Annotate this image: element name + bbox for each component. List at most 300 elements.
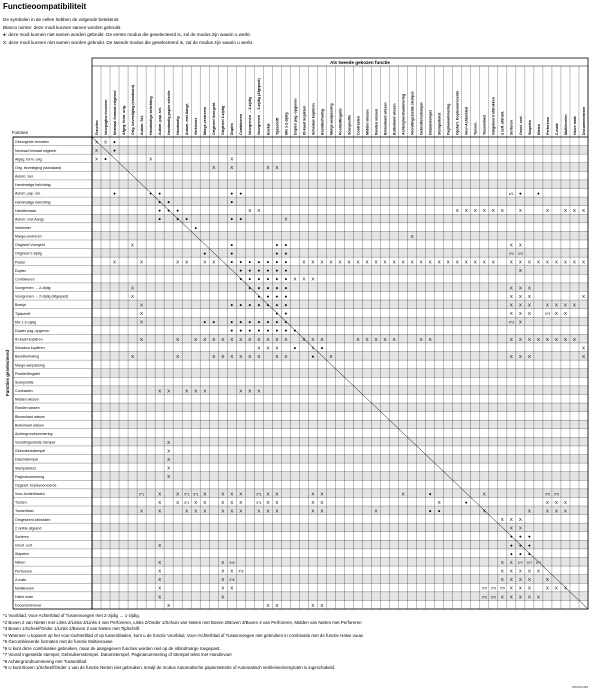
cell-symbol: X [455, 208, 459, 214]
cell-symbol: X [509, 577, 513, 583]
cell-symbol: X [203, 508, 207, 514]
row-shade [92, 283, 588, 292]
cell-symbol: ● [158, 216, 162, 222]
cell-symbol: X [230, 353, 234, 359]
cell-symbol: X [275, 602, 279, 608]
cell-symbol: X [257, 508, 261, 514]
cell-symbol: X [392, 259, 396, 265]
row-header: Pester [15, 260, 26, 265]
cell-symbol: X [554, 499, 558, 505]
footnote: *9 U kunt Boven 1/Scheef/Onder 1 van de functie Nieten niet gebruiken, terwijl de modus Automatische papierselectie of Automatisch verkleinen/vergroten is ingeschakeld. [3, 665, 336, 670]
cell-symbol: X [491, 208, 495, 214]
cell-symbol: ● [275, 311, 279, 317]
cell-symbol: X [527, 302, 531, 308]
cell-symbol: X [284, 353, 288, 359]
cell-symbol: X [509, 568, 513, 574]
cell-symbol: X [527, 259, 531, 265]
row-header: Buitenkant wissen [15, 423, 44, 428]
column-header: Paginanummering [446, 103, 451, 135]
column-header: Nieten [536, 124, 541, 135]
cell-symbol: X*9 [481, 586, 487, 591]
cell-symbol: X [329, 353, 333, 359]
cell-symbol: X [329, 259, 333, 265]
cell-symbol: X [158, 499, 162, 505]
cell-symbol: X*3 [508, 320, 514, 325]
cell-symbol: X [257, 388, 261, 394]
column-header: Voorgrenen → 2-zijdig (Afgepast) [257, 78, 262, 135]
cell-symbol: X [518, 302, 522, 308]
cell-symbol: ● [275, 285, 279, 291]
cell-symbol: X [158, 508, 162, 514]
row-header: Achtergrondnummering [15, 431, 53, 436]
cell-symbol: X [230, 499, 234, 505]
cell-symbol: X [266, 508, 270, 514]
cell-symbol: ● [284, 285, 288, 291]
column-header: Functies [94, 120, 99, 135]
cell-symbol: ● [509, 542, 513, 548]
cell-symbol: X [94, 148, 99, 154]
cell-symbol: X [518, 293, 522, 299]
cell-symbol: ● [275, 319, 279, 325]
cell-symbol: X [275, 165, 279, 171]
cell-symbol: X [554, 302, 558, 308]
row-header: 2 zelfde afgesnd [15, 526, 42, 531]
cell-symbol: X [509, 311, 513, 317]
cell-symbol: X [158, 388, 162, 394]
cell-symbol: ● [284, 319, 288, 325]
cell-symbol: X [248, 208, 252, 214]
cell-symbol: X [320, 491, 324, 497]
column-header: Duplex [230, 123, 235, 135]
cell-symbol: X [545, 508, 549, 514]
cell-symbol: X [509, 353, 513, 359]
cell-symbol: X [527, 568, 531, 574]
cell-symbol: ● [284, 328, 288, 334]
cell-symbol: ● [176, 208, 180, 214]
row-header: Contrasten [15, 389, 33, 394]
cell-symbol: X [527, 293, 531, 299]
cell-symbol: X [410, 259, 414, 265]
cell-symbol: X [455, 259, 459, 265]
cell-symbol: ● [248, 328, 252, 334]
column-header: Combineren [239, 114, 244, 135]
cell-symbol: X [140, 311, 144, 317]
cell-symbol: ● [203, 319, 207, 325]
cell-symbol: X [482, 508, 486, 514]
cell-symbol: ● [275, 242, 279, 248]
cell-symbol: X [203, 259, 207, 265]
cell-symbol: X [203, 336, 207, 342]
footnote: *2 Boven 2 van Nieten met Links 2/Links 3/Links 4 van Perforeren, Links 2/Onder 1/Schuin van Nieten met Boven 2/Boven 3/Boven 4 van Perforeren, Midden van Nieten met Perforeren [3, 619, 362, 625]
cell-symbol: X [257, 345, 261, 351]
cell-symbol: X [509, 525, 513, 531]
row-header: Midden wissen [15, 397, 39, 402]
cell-symbol: X [230, 156, 234, 162]
cell-symbol: X [374, 259, 378, 265]
cell-symbol: ● [239, 216, 243, 222]
cell-symbol: X*6 [238, 569, 244, 574]
cell-symbol: X*1 [139, 492, 145, 497]
row-shade [92, 506, 588, 515]
cell-symbol: X [194, 336, 198, 342]
cell-symbol: X [392, 336, 396, 342]
cell-symbol: X [554, 585, 558, 591]
cell-symbol: X [572, 302, 577, 308]
cell-symbol: X [230, 568, 234, 574]
row-header: Voor-Achterbladen [15, 492, 45, 497]
cell-symbol: X [374, 508, 378, 514]
cell-symbol: X [212, 353, 216, 359]
row-shade [92, 352, 588, 361]
row-header: Perforeren [15, 569, 32, 574]
cell-symbol: ● [518, 190, 522, 196]
row-shade [92, 540, 588, 549]
cell-symbol: ● [275, 302, 279, 308]
top-header-label: Als tweede gekozen functie [330, 60, 390, 65]
cell-symbol: X [509, 594, 513, 600]
column-header: Documentmener [581, 106, 586, 135]
column-header: Autom. Sel. [140, 115, 144, 135]
cell-symbol: ● [437, 508, 441, 514]
cell-symbol: X [176, 499, 180, 505]
row-header: Randen wissen [15, 406, 40, 411]
cell-symbol: X [464, 208, 468, 214]
cell-symbol: X*7 [535, 560, 541, 565]
cell-symbol: ● [230, 251, 234, 256]
cell-symbol: ● [203, 251, 207, 256]
column-header: 2 zelf. afdrukt. [500, 110, 505, 135]
column-header: Binnenkant wissen [383, 102, 388, 135]
cell-symbol: X [554, 336, 558, 342]
cell-symbol: X [419, 259, 423, 265]
cell-symbol: ● [239, 319, 243, 325]
cell-symbol: ● [113, 139, 116, 145]
column-header: Tussen. [473, 121, 478, 135]
cell-symbol: X [527, 353, 531, 359]
row-header: Groot. sort. [15, 543, 33, 548]
column-header: Contrasten [356, 116, 361, 135]
cell-symbol: ● [266, 268, 270, 274]
cell-symbol: X [239, 499, 243, 505]
cell-symbol: X [527, 285, 531, 291]
cell-symbol: ● [230, 216, 234, 222]
cell-symbol: X [410, 233, 414, 239]
cell-symbol: X [311, 276, 315, 282]
column-header: Autom. met Aangr. [185, 103, 190, 135]
row-header: Stempeltekst [15, 466, 36, 471]
cell-symbol: X [518, 285, 522, 291]
cell-symbol: X [527, 311, 531, 317]
legend-line: ●: deze modi kunnen niet samen worden gebruikt. De eerste modus die geselecteerd is, zal de modus zijn waarin u werkt. [3, 32, 251, 38]
cell-symbol: X [185, 508, 189, 514]
cell-symbol: X [293, 276, 297, 282]
cell-symbol: ● [248, 268, 252, 274]
cell-symbol: X [167, 456, 171, 462]
column-header: Handmatige belichting [149, 96, 154, 135]
column-header: Omgekeerd afdrukken [491, 97, 496, 135]
cell-symbol: X [383, 336, 387, 342]
cell-symbol: ● [266, 302, 270, 308]
cell-symbol: X [239, 353, 243, 359]
cell-symbol: X [572, 336, 577, 342]
cell-symbol: ● [158, 208, 162, 214]
cell-symbol: ● [518, 534, 522, 540]
cell-symbol: X [500, 559, 504, 565]
cell-symbol: X [563, 208, 567, 214]
cell-symbol: X [473, 208, 477, 214]
row-header: Multilevelen [15, 586, 34, 591]
row-header: Z-mate [15, 577, 27, 582]
cell-symbol: X [131, 293, 135, 299]
cell-symbol: X [140, 259, 144, 265]
cell-symbol: X [446, 259, 450, 265]
cell-symbol: X [158, 577, 162, 583]
cell-symbol: ● [428, 491, 432, 497]
row-header: Origineel 2-zijdig [15, 251, 42, 256]
cell-symbol: X [230, 336, 234, 342]
cell-symbol: X [158, 594, 162, 600]
row-shade [92, 523, 588, 532]
cell-symbol: X*5 [544, 492, 550, 497]
row-header: Autom. met Aangr. [15, 217, 45, 222]
cell-symbol: X [158, 568, 162, 574]
cell-symbol: ● [257, 293, 261, 299]
cell-symbol: X [320, 602, 324, 608]
column-header: Normaal formaat origineel [112, 90, 117, 135]
cell-symbol: ● [248, 302, 252, 308]
cell-symbol: ● [527, 551, 531, 557]
cell-symbol: ● [293, 345, 297, 351]
cell-symbol: X [581, 353, 586, 359]
cell-symbol: ● [248, 319, 252, 325]
cell-symbol: X [545, 259, 549, 265]
column-header: Voorafingestelde stempel [410, 91, 415, 135]
row-header: Verkleiner [15, 225, 31, 230]
cell-symbol: ● [284, 276, 288, 282]
cell-symbol: X*1 [256, 500, 262, 505]
legend-line: Blanco ruimte: deze modi kunnen samen worden gebruikt. [3, 24, 122, 30]
column-header: Verkleiner [194, 117, 199, 135]
cell-symbol: X [500, 594, 504, 600]
cell-symbol: X [167, 474, 171, 480]
column-header: Achtergrondnummering [401, 93, 406, 135]
cell-symbol: X [221, 559, 225, 565]
cell-symbol: X [581, 208, 586, 214]
cell-symbol: X [275, 336, 279, 342]
cell-symbol: ● [518, 542, 522, 548]
row-shade [92, 163, 588, 172]
cell-symbol: X [203, 388, 207, 394]
cell-symbol: ● [275, 293, 279, 299]
cell-symbol: X [94, 156, 99, 162]
row-header: Binnenkant wissen [15, 414, 45, 419]
cell-symbol: ● [239, 328, 243, 334]
row-shade [92, 489, 588, 498]
row-header: Mix 1-2-zijdig [15, 320, 37, 325]
cell-symbol: ● [167, 199, 171, 205]
cell-symbol: X [374, 336, 378, 342]
cell-symbol: ● [176, 216, 180, 222]
cell-symbol: X [572, 259, 577, 265]
row-header: Scanpositie [15, 380, 34, 385]
cell-symbol: X [527, 577, 531, 583]
cell-symbol: X [509, 242, 513, 248]
cell-symbol: ● [257, 302, 261, 308]
cell-symbol: X [131, 242, 135, 248]
cell-symbol: ● [239, 268, 243, 274]
cell-symbol: X [158, 585, 162, 591]
row-header: Tijdschrift [15, 311, 31, 316]
cell-symbol: X [518, 208, 522, 214]
cell-symbol: X*9 [490, 586, 496, 591]
cell-symbol: X [518, 268, 522, 274]
cell-symbol: X [509, 336, 513, 342]
column-header: Multilevelen [563, 114, 568, 135]
column-header: Stempeltekst [437, 112, 442, 135]
cell-symbol: X [401, 491, 405, 497]
cell-symbol: X [239, 508, 243, 514]
cell-symbol: X [320, 508, 324, 514]
cell-symbol: ● [104, 156, 107, 162]
cell-symbol: ● [248, 276, 252, 282]
cell-symbol: X [257, 208, 261, 214]
cell-symbol: ● [266, 328, 270, 334]
cell-symbol: X [581, 293, 586, 299]
column-header: Halve mate [572, 116, 577, 135]
cell-symbol: X [131, 353, 135, 359]
cell-symbol: X [257, 336, 261, 342]
cell-symbol: ● [509, 551, 513, 557]
row-header: Marge-centreren [15, 234, 42, 239]
cell-symbol: X [419, 336, 423, 342]
row-shade [92, 403, 588, 412]
cell-symbol: ● [275, 259, 279, 265]
footnote: *6 U kunt deze combinaties gebruiken, maar de aangegeven functies worden niet op de inbindmarge toegepast. [3, 645, 221, 651]
cell-symbol: X [158, 491, 162, 497]
cell-symbol: X [140, 302, 144, 308]
cell-symbol: ● [257, 319, 261, 325]
cell-symbol: ● [293, 328, 297, 334]
cell-symbol: X [572, 208, 577, 214]
cell-symbol: ● [257, 285, 261, 291]
column-header: Marge-aanpassing [329, 103, 334, 135]
cell-symbol: X [230, 508, 234, 514]
row-header: Paginanummering [15, 474, 45, 479]
cell-symbol: X [563, 311, 567, 317]
cell-symbol: X [266, 345, 270, 351]
column-header: Voorgrenen → 2-zijdig [248, 97, 253, 135]
cell-symbol: X [257, 353, 261, 359]
cell-symbol: X [212, 336, 216, 342]
cell-symbol: ● [158, 199, 162, 205]
row-shade [92, 420, 588, 429]
cell-symbol: ● [275, 268, 279, 274]
cell-symbol: X [221, 508, 225, 514]
cell-symbol: X [275, 345, 279, 351]
row-header: Handmatige belichting [15, 183, 51, 188]
column-header: Handmatig [176, 116, 181, 135]
column-header: Autom. pap. sel. [158, 107, 163, 135]
cell-symbol: X [518, 336, 522, 342]
column-header: Afgeg. form. orig. [121, 105, 126, 135]
cell-symbol: X [302, 276, 306, 282]
cell-symbol: X [221, 336, 225, 342]
cell-symbol: X [212, 165, 216, 171]
footnotes [3, 613, 364, 672]
cell-symbol: X [365, 336, 369, 342]
cell-symbol: ● [113, 148, 116, 154]
cell-symbol: ● [257, 276, 261, 282]
cell-symbol: ● [275, 276, 279, 282]
row-shade [92, 146, 588, 155]
column-header: Scanpositie [347, 114, 352, 135]
cell-symbol: X [239, 491, 243, 497]
cell-symbol: X [239, 388, 243, 394]
cell-symbol: ● [230, 319, 234, 325]
cell-symbol: X [563, 302, 567, 308]
cell-symbol: X*1 [256, 492, 262, 497]
cell-symbol: ● [537, 190, 540, 196]
cell-symbol: X [158, 559, 162, 565]
cell-symbol: ● [284, 259, 288, 265]
cell-symbol: X [94, 139, 99, 145]
cell-symbol: X [248, 353, 252, 359]
cell-symbol: X [158, 542, 162, 548]
cell-symbol: X*1 [184, 492, 190, 497]
column-header: Stapelen [527, 120, 532, 135]
cell-symbol: X [527, 594, 531, 600]
footnote: *1 Voorblad, Voor-Achterblad of Tussenvoegen met 2-zijdig → 1-zijdig. [3, 613, 140, 618]
footnote: *5 Gecombineerde formaten met de functie Multievouwe [3, 639, 113, 644]
column-header: Positie/Wegafel [338, 108, 343, 135]
row-header: Documentmener [15, 603, 42, 608]
cell-symbol: ● [266, 259, 270, 265]
cell-symbol: X [311, 345, 315, 351]
cell-symbol: X [428, 259, 432, 265]
row-header: Halve mate [15, 595, 34, 600]
cell-symbol: X [536, 594, 540, 600]
cell-symbol: X [509, 559, 513, 565]
cell-symbol: X [518, 525, 522, 531]
cell-symbol: X [428, 336, 432, 342]
cell-symbol: X [275, 508, 279, 514]
cell-symbol: X [140, 336, 144, 342]
cell-symbol: X [338, 259, 342, 265]
cell-symbol: ● [230, 199, 234, 205]
cell-symbol: X [248, 336, 252, 342]
cell-symbol: ● [275, 328, 279, 334]
corner-label: Functies [12, 130, 28, 135]
cell-symbol: ● [275, 251, 279, 256]
cell-symbol: ● [239, 259, 243, 265]
cell-symbol: X [167, 439, 171, 445]
cell-symbol: ● [158, 190, 162, 196]
cell-symbol: X [167, 448, 171, 454]
cell-symbol: ● [185, 216, 189, 222]
cell-symbol: X [248, 388, 252, 394]
cell-symbol: X*7 [526, 560, 532, 565]
cell-symbol: X [221, 499, 225, 505]
cell-symbol: X [464, 259, 468, 265]
cell-symbol: X [176, 491, 180, 497]
cell-symbol: ● [257, 259, 261, 265]
row-shade [92, 558, 588, 567]
cell-symbol: X*1 [193, 492, 199, 497]
cell-symbol: X [473, 259, 477, 265]
column-header: Perforeren [545, 116, 550, 135]
cell-symbol: ● [284, 311, 288, 317]
cell-symbol: X*2 [508, 252, 514, 256]
